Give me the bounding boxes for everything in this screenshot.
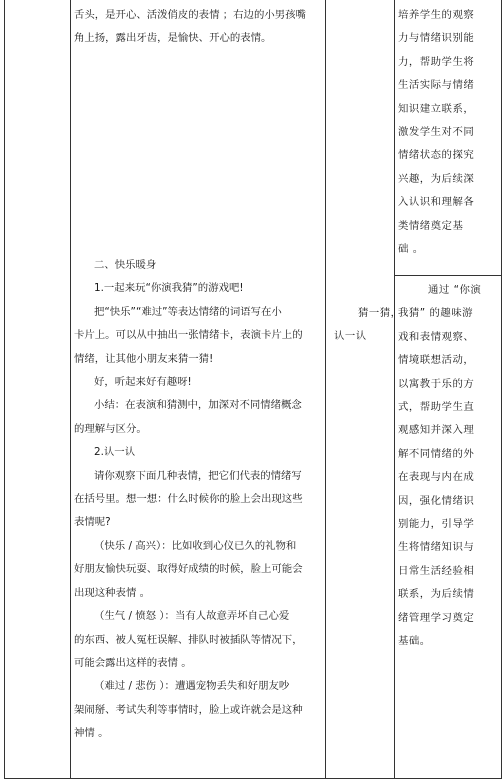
activity-title: 1.一起来玩“你演我猜”的游戏吧! bbox=[94, 282, 244, 295]
section-heading: 二、快乐暖身 bbox=[94, 259, 157, 271]
intent-line: 类情绪奠定基 bbox=[398, 219, 464, 232]
intent-line: 以寓教于乐的方 bbox=[398, 377, 475, 390]
intent-line: 入认识和理解各 bbox=[398, 196, 475, 209]
emotion-sad-line: （难过 / 悲伤 ）：遭遇宠物丢失和好朋友吵 bbox=[94, 680, 290, 693]
summary-line: 的理解与区分。 bbox=[74, 422, 147, 435]
design-intent-bottom bbox=[398, 279, 500, 654]
intent-line: 力，帮助学生将 bbox=[398, 55, 475, 68]
emotion-happy-line: （快乐 / 高兴）：比如收到心仪已久的礼物和 bbox=[94, 539, 297, 552]
emotion-angry-line: 可能会露出这样的表情 。 bbox=[74, 656, 192, 669]
intent-line: 生将情绪知识与 bbox=[398, 541, 475, 554]
intent-line: 础 。 bbox=[398, 243, 424, 256]
emotion-sad-line: 架闹掰、考试失利等事情时，脸上或许就会是这种 bbox=[74, 703, 303, 716]
intent-line: 激发学生对不同 bbox=[398, 126, 475, 139]
text-line: 表情呢? bbox=[74, 516, 111, 529]
intent-line: 联系，为后续情 bbox=[398, 588, 475, 601]
table-border-right bbox=[501, 0, 502, 779]
intent-line: 戏和表情观察、 bbox=[398, 330, 475, 343]
intent-line: 基础。 bbox=[398, 635, 431, 648]
summary-line: 小结：在表演和猜测中，加深对不同情绪概念 bbox=[94, 399, 302, 412]
activity-title: 2.认一认 bbox=[94, 446, 136, 459]
intent-line: 日常生活经验相 bbox=[398, 564, 475, 577]
emotion-happy-line: 出现这种表情 。 bbox=[74, 586, 151, 599]
emotion-happy-line: 好朋友愉快玩耍、取得好成绩的时候，脸上可能会 bbox=[74, 563, 303, 576]
text-line: 把“快乐”“难过”等表达情绪的词语写在小 bbox=[94, 305, 282, 318]
intent-line: 兴趣，为后续深 bbox=[398, 172, 475, 185]
activity-label: 猜一猜， bbox=[358, 307, 402, 319]
teaching-content-top bbox=[74, 4, 322, 51]
emotion-angry-line: （生气 / 愤怒 ）：当有人故意弄坏自己心爱 bbox=[94, 610, 290, 623]
table-border-bottom bbox=[4, 778, 502, 779]
col4-row-divider bbox=[394, 275, 502, 276]
intent-line: 生活实际与情绪 bbox=[398, 79, 475, 92]
column-divider-1 bbox=[70, 0, 71, 779]
intent-line: 解不同情绪的外 bbox=[398, 447, 475, 460]
intent-line: 情境联想活动， bbox=[398, 354, 475, 367]
intent-line: 在表现与内在成 bbox=[398, 471, 475, 484]
text-line: 卡片上。可以从中抽出一张情绪卡，表演卡片上的 bbox=[74, 329, 303, 342]
intent-line: 因，强化情绪识 bbox=[398, 494, 475, 507]
intent-line: 我猜” 的趣味游 bbox=[398, 307, 474, 320]
lesson-plan-table bbox=[4, 0, 502, 779]
text-line: 在括号里。想一想：什么时候你的脸上会出现这些 bbox=[74, 493, 303, 506]
intent-line: 观感知并深入理 bbox=[398, 424, 475, 437]
student-activity-cell bbox=[328, 302, 402, 349]
column-divider-2 bbox=[325, 0, 326, 779]
text-line: 舌头，是开心、活泼俏皮的表情 ；右边的小男孩嘴 bbox=[74, 9, 306, 21]
table-border-left bbox=[4, 0, 5, 779]
intent-line: 别能力，引导学 bbox=[398, 518, 475, 531]
intent-line: 通过 “你演 bbox=[428, 284, 482, 296]
activity-label: 认一认 bbox=[334, 330, 367, 343]
intent-line: 式，帮助学生直 bbox=[398, 401, 475, 414]
text-line: 角上扬，露出牙齿，是愉快、开心的表情。 bbox=[74, 32, 272, 45]
emotion-sad-line: 神情 。 bbox=[74, 727, 109, 740]
column-divider-3 bbox=[394, 0, 395, 779]
intent-line: 力与情绪识别能 bbox=[398, 32, 475, 45]
text-line: 好，听起来好有趣呀! bbox=[94, 376, 192, 389]
intent-line: 培养学生的观察 bbox=[398, 9, 475, 21]
teaching-content-section-two bbox=[74, 254, 324, 746]
design-intent-top bbox=[398, 4, 500, 261]
text-line: 请你观察下面几种表情，把它们代表的情绪写 bbox=[94, 469, 302, 482]
intent-line: 情绪状态的探究 bbox=[398, 149, 475, 162]
text-line: 情绪，让其他小朋友来猜一猜! bbox=[74, 352, 214, 365]
emotion-angry-line: 的东西、被人冤枉误解、排队时被插队等情况下， bbox=[74, 633, 303, 646]
intent-line: 知识建立联系， bbox=[398, 102, 475, 115]
intent-line: 绪管理学习奠定 bbox=[398, 611, 475, 624]
